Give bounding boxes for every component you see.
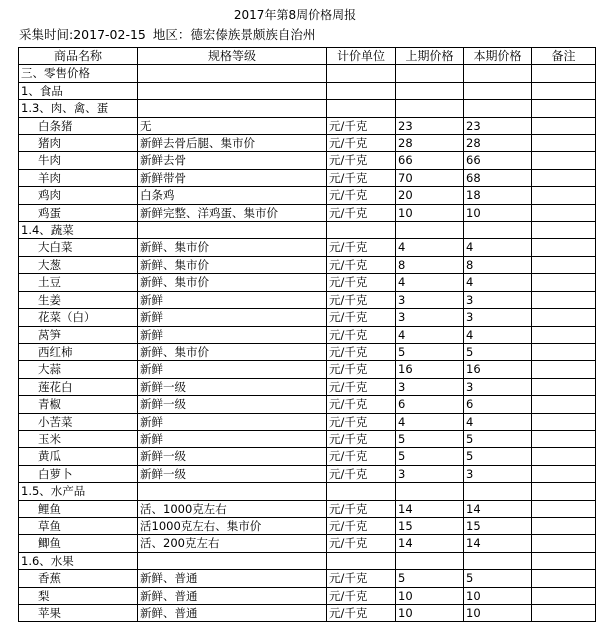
cell-product-name: 牛肉 <box>19 152 138 169</box>
cell-unit: 元/千克 <box>327 517 396 534</box>
cell-current-price: 68 <box>464 169 532 186</box>
cell-current-price: 3 <box>464 465 532 482</box>
cell-unit: 元/千克 <box>327 169 396 186</box>
cell-unit: 元/千克 <box>327 430 396 447</box>
cell-unit: 元/千克 <box>327 448 396 465</box>
cell-previous-price: 70 <box>396 169 464 186</box>
cell-current-price: 28 <box>464 135 532 152</box>
cell-current-price: 3 <box>464 309 532 326</box>
cell-current-price: 5 <box>464 343 532 360</box>
report-meta <box>19 27 315 43</box>
table-row <box>19 552 596 569</box>
cell-current-price: 14 <box>464 500 532 517</box>
table-row <box>19 517 596 534</box>
cell-specification: 新鲜 <box>138 413 327 430</box>
table-row <box>19 117 596 134</box>
cell-remark <box>532 570 596 587</box>
page-title: 2017年第8周价格周报 <box>233 8 357 22</box>
cell-product-name: 羊肉 <box>19 169 138 186</box>
table-row <box>19 448 596 465</box>
table-row <box>19 500 596 517</box>
cell-product-name: 大葱 <box>19 256 138 273</box>
cell-remark <box>532 552 596 569</box>
price-table <box>18 47 596 622</box>
cell-current-price: 10 <box>464 204 532 221</box>
cell-product-name: 1.4、蔬菜 <box>19 222 138 239</box>
cell-previous-price <box>396 483 464 500</box>
cell-unit: 元/千克 <box>327 535 396 552</box>
cell-previous-price: 10 <box>396 605 464 622</box>
cell-current-price: 66 <box>464 152 532 169</box>
cell-remark <box>532 587 596 604</box>
region-name: 地区：德宏傣族景颇族自治州 <box>152 27 316 42</box>
table-row <box>19 483 596 500</box>
cell-current-price <box>464 82 532 99</box>
table-row <box>19 65 596 82</box>
cell-previous-price: 10 <box>396 204 464 221</box>
cell-unit: 元/千克 <box>327 135 396 152</box>
cell-product-name: 梨 <box>19 587 138 604</box>
table-row <box>19 169 596 186</box>
cell-current-price <box>464 552 532 569</box>
cell-specification <box>138 552 327 569</box>
cell-product-name: 白条猪 <box>19 117 138 134</box>
cell-specification: 新鲜、集市价 <box>138 239 327 256</box>
cell-previous-price: 4 <box>396 239 464 256</box>
cell-unit <box>327 483 396 500</box>
cell-remark <box>532 517 596 534</box>
cell-product-name: 莴笋 <box>19 326 138 343</box>
cell-specification: 新鲜、集市价 <box>138 274 327 291</box>
cell-remark <box>532 152 596 169</box>
cell-unit: 元/千克 <box>327 117 396 134</box>
table-row <box>19 605 596 622</box>
cell-previous-price <box>396 222 464 239</box>
cell-unit: 元/千克 <box>327 413 396 430</box>
table-row <box>19 378 596 395</box>
cell-unit: 元/千克 <box>327 343 396 360</box>
cell-specification <box>138 82 327 99</box>
cell-previous-price <box>396 100 464 117</box>
cell-current-price: 8 <box>464 256 532 273</box>
cell-remark <box>532 222 596 239</box>
cell-unit <box>327 222 396 239</box>
table-row <box>19 535 596 552</box>
cell-remark <box>532 256 596 273</box>
cell-product-name: 小苦菜 <box>19 413 138 430</box>
table-row <box>19 222 596 239</box>
cell-remark <box>532 117 596 134</box>
table-row <box>19 152 596 169</box>
cell-specification: 新鲜 <box>138 309 327 326</box>
table-header-row <box>19 48 596 65</box>
table-row <box>19 570 596 587</box>
cell-product-name: 1.6、水果 <box>19 552 138 569</box>
cell-remark <box>532 361 596 378</box>
collection-date: 采集时间:2017-02-15 <box>19 27 146 42</box>
cell-remark <box>532 413 596 430</box>
cell-remark <box>532 82 596 99</box>
cell-specification: 新鲜、普通 <box>138 587 327 604</box>
table-row <box>19 187 596 204</box>
cell-unit: 元/千克 <box>327 291 396 308</box>
cell-current-price: 18 <box>464 187 532 204</box>
cell-specification: 新鲜、普通 <box>138 605 327 622</box>
table-row <box>19 326 596 343</box>
cell-previous-price: 66 <box>396 152 464 169</box>
cell-current-price: 3 <box>464 291 532 308</box>
cell-current-price: 4 <box>464 239 532 256</box>
cell-specification <box>138 483 327 500</box>
cell-product-name: 鸡肉 <box>19 187 138 204</box>
cell-specification: 活1000克左右、集市价 <box>138 517 327 534</box>
table-row <box>19 430 596 447</box>
table-row <box>19 413 596 430</box>
cell-specification: 无 <box>138 117 327 134</box>
cell-unit: 元/千克 <box>327 570 396 587</box>
table-row <box>19 82 596 99</box>
cell-product-name: 花菜（白） <box>19 309 138 326</box>
cell-current-price <box>464 483 532 500</box>
cell-remark <box>532 100 596 117</box>
table-row <box>19 100 596 117</box>
cell-current-price <box>464 100 532 117</box>
cell-previous-price: 4 <box>396 274 464 291</box>
column-header-unit: 计价单位 <box>327 48 396 65</box>
cell-current-price: 5 <box>464 430 532 447</box>
cell-specification: 新鲜、集市价 <box>138 256 327 273</box>
cell-remark <box>532 135 596 152</box>
cell-specification: 新鲜 <box>138 291 327 308</box>
cell-specification: 新鲜一级 <box>138 448 327 465</box>
cell-unit: 元/千克 <box>327 500 396 517</box>
cell-specification: 新鲜、普通 <box>138 570 327 587</box>
table-row <box>19 309 596 326</box>
cell-previous-price: 3 <box>396 378 464 395</box>
cell-unit: 元/千克 <box>327 378 396 395</box>
cell-remark <box>532 448 596 465</box>
cell-product-name: 青椒 <box>19 396 138 413</box>
cell-unit: 元/千克 <box>327 152 396 169</box>
cell-product-name: 三、零售价格 <box>19 65 138 82</box>
cell-unit: 元/千克 <box>327 587 396 604</box>
cell-product-name: 白萝卜 <box>19 465 138 482</box>
cell-specification: 新鲜完整、洋鸡蛋、集市价 <box>138 204 327 221</box>
cell-product-name: 黄瓜 <box>19 448 138 465</box>
cell-previous-price: 3 <box>396 309 464 326</box>
cell-specification: 白条鸡 <box>138 187 327 204</box>
cell-current-price: 4 <box>464 274 532 291</box>
cell-current-price: 14 <box>464 535 532 552</box>
column-header-name: 商品名称 <box>19 48 138 65</box>
cell-previous-price: 3 <box>396 465 464 482</box>
table-row <box>19 274 596 291</box>
cell-unit: 元/千克 <box>327 204 396 221</box>
table-row <box>19 465 596 482</box>
cell-product-name: 1.5、水产品 <box>19 483 138 500</box>
table-row <box>19 343 596 360</box>
cell-remark <box>532 274 596 291</box>
cell-remark <box>532 378 596 395</box>
cell-unit <box>327 82 396 99</box>
cell-current-price: 15 <box>464 517 532 534</box>
cell-product-name: 莲花白 <box>19 378 138 395</box>
cell-unit <box>327 100 396 117</box>
cell-unit <box>327 65 396 82</box>
cell-previous-price: 5 <box>396 448 464 465</box>
cell-specification <box>138 65 327 82</box>
cell-remark <box>532 605 596 622</box>
cell-remark <box>532 500 596 517</box>
cell-product-name: 1、食品 <box>19 82 138 99</box>
cell-previous-price: 5 <box>396 430 464 447</box>
table-row <box>19 204 596 221</box>
table-row <box>19 256 596 273</box>
cell-specification: 新鲜 <box>138 361 327 378</box>
column-header-prev-price: 上期价格 <box>396 48 464 65</box>
cell-remark <box>532 239 596 256</box>
cell-current-price: 6 <box>464 396 532 413</box>
column-header-spec: 规格等级 <box>138 48 327 65</box>
cell-specification: 新鲜去骨 <box>138 152 327 169</box>
cell-specification: 新鲜一级 <box>138 465 327 482</box>
cell-specification <box>138 222 327 239</box>
cell-previous-price: 5 <box>396 343 464 360</box>
cell-unit: 元/千克 <box>327 256 396 273</box>
cell-remark <box>532 483 596 500</box>
cell-product-name: 香蕉 <box>19 570 138 587</box>
cell-specification: 活、1000克左右 <box>138 500 327 517</box>
cell-current-price: 5 <box>464 448 532 465</box>
cell-specification: 新鲜、集市价 <box>138 343 327 360</box>
cell-specification: 新鲜 <box>138 430 327 447</box>
cell-current-price: 4 <box>464 413 532 430</box>
cell-remark <box>532 396 596 413</box>
cell-product-name: 鸡蛋 <box>19 204 138 221</box>
cell-current-price: 10 <box>464 605 532 622</box>
cell-current-price: 4 <box>464 326 532 343</box>
cell-remark <box>532 187 596 204</box>
table-row <box>19 396 596 413</box>
cell-unit: 元/千克 <box>327 239 396 256</box>
cell-specification: 新鲜一级 <box>138 396 327 413</box>
cell-previous-price: 10 <box>396 587 464 604</box>
cell-remark <box>532 343 596 360</box>
cell-specification: 新鲜带骨 <box>138 169 327 186</box>
cell-product-name: 1.3、肉、禽、蛋 <box>19 100 138 117</box>
cell-unit: 元/千克 <box>327 187 396 204</box>
cell-previous-price: 14 <box>396 535 464 552</box>
table-row <box>19 239 596 256</box>
column-header-remark: 备注 <box>532 48 596 65</box>
cell-current-price <box>464 222 532 239</box>
cell-current-price: 3 <box>464 378 532 395</box>
cell-product-name: 鲫鱼 <box>19 535 138 552</box>
cell-remark <box>532 326 596 343</box>
table-row <box>19 361 596 378</box>
cell-previous-price: 3 <box>396 291 464 308</box>
cell-previous-price <box>396 65 464 82</box>
cell-current-price: 10 <box>464 587 532 604</box>
cell-remark <box>532 169 596 186</box>
cell-product-name: 猪肉 <box>19 135 138 152</box>
cell-previous-price: 16 <box>396 361 464 378</box>
cell-previous-price: 8 <box>396 256 464 273</box>
cell-specification: 新鲜一级 <box>138 378 327 395</box>
cell-product-name: 土豆 <box>19 274 138 291</box>
cell-previous-price: 23 <box>396 117 464 134</box>
cell-previous-price: 4 <box>396 326 464 343</box>
cell-remark <box>532 430 596 447</box>
cell-remark <box>532 465 596 482</box>
cell-previous-price: 4 <box>396 413 464 430</box>
cell-product-name: 大蒜 <box>19 361 138 378</box>
cell-previous-price: 14 <box>396 500 464 517</box>
cell-unit: 元/千克 <box>327 309 396 326</box>
cell-previous-price: 20 <box>396 187 464 204</box>
cell-previous-price: 6 <box>396 396 464 413</box>
cell-product-name: 西红柿 <box>19 343 138 360</box>
cell-current-price: 5 <box>464 570 532 587</box>
cell-previous-price <box>396 82 464 99</box>
cell-specification: 活、200克左右 <box>138 535 327 552</box>
table-row <box>19 587 596 604</box>
cell-product-name: 生姜 <box>19 291 138 308</box>
cell-remark <box>532 309 596 326</box>
table-body <box>19 65 596 622</box>
cell-unit: 元/千克 <box>327 326 396 343</box>
cell-specification: 新鲜去骨后腿、集市价 <box>138 135 327 152</box>
cell-unit: 元/千克 <box>327 465 396 482</box>
cell-product-name: 草鱼 <box>19 517 138 534</box>
cell-previous-price: 15 <box>396 517 464 534</box>
cell-unit: 元/千克 <box>327 396 396 413</box>
cell-previous-price: 28 <box>396 135 464 152</box>
table-row <box>19 291 596 308</box>
cell-unit: 元/千克 <box>327 605 396 622</box>
cell-current-price <box>464 65 532 82</box>
cell-specification: 新鲜 <box>138 326 327 343</box>
cell-specification <box>138 100 327 117</box>
cell-previous-price: 5 <box>396 570 464 587</box>
cell-product-name: 鲤鱼 <box>19 500 138 517</box>
column-header-curr-price: 本期价格 <box>464 48 532 65</box>
cell-unit: 元/千克 <box>327 361 396 378</box>
cell-product-name: 苹果 <box>19 605 138 622</box>
table-row <box>19 135 596 152</box>
cell-current-price: 23 <box>464 117 532 134</box>
cell-remark <box>532 291 596 308</box>
cell-product-name: 玉米 <box>19 430 138 447</box>
cell-remark <box>532 65 596 82</box>
cell-previous-price <box>396 552 464 569</box>
cell-remark <box>532 204 596 221</box>
cell-unit <box>327 552 396 569</box>
cell-unit: 元/千克 <box>327 274 396 291</box>
cell-remark <box>532 535 596 552</box>
cell-product-name: 大白菜 <box>19 239 138 256</box>
cell-current-price: 16 <box>464 361 532 378</box>
